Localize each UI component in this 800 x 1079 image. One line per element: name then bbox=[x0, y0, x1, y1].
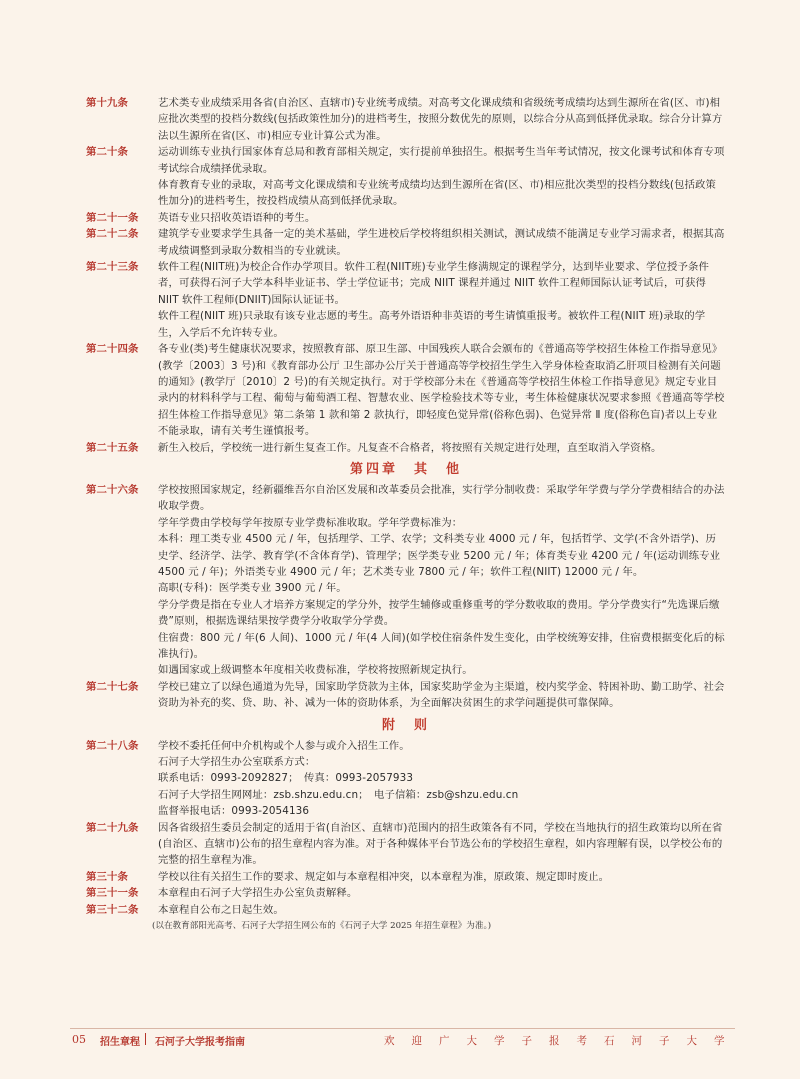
article-row bbox=[86, 482, 726, 679]
article-body bbox=[158, 341, 726, 439]
article-row bbox=[86, 440, 726, 456]
contact-web-email: 石河子大学招生网网址：zsb.shzu.edu.cn； 电子信箱：zsb@shzu.edu.cn bbox=[158, 788, 519, 801]
article-paragraph: 学校不委托任何中介机构或个人参与或介入招生工作。 bbox=[158, 739, 410, 752]
article-body bbox=[158, 869, 726, 885]
footer-slogan: 欢迎广大学子报考石河子大学 bbox=[384, 1035, 742, 1047]
footer-divider bbox=[70, 1028, 735, 1029]
page-footer bbox=[0, 1020, 800, 1048]
articles-section-b bbox=[86, 482, 726, 712]
article-row bbox=[86, 226, 726, 259]
article-label: 第二十七条 bbox=[86, 680, 139, 693]
article-paragraph: 软件工程(NIIT班)为校企合作办学项目。软件工程(NIIT班)专业学生修满规定的课程学分，达到毕业要求、学位授予条件者，可获得石河子大学本科毕业证书、学士学位证书；完成 NIIT 课程并通过 NIIT 软件工程师国际认证考试后，可获得 NIIT 软件工程师(DNIIT)国际认证证书。 bbox=[158, 261, 709, 306]
article-body bbox=[158, 482, 726, 679]
source-note: (以在教育部阳光高考、石河子大学招生网公布的《石河子大学 2025 年招生章程》为准。) bbox=[152, 921, 492, 932]
articles-section-a bbox=[86, 95, 726, 456]
article-label: 第二十五条 bbox=[86, 441, 139, 454]
article-paragraph: 软件工程(NIIT 班)只录取有该专业志愿的考生。高考外语语种非英语的考生请慎重报考。被软件工程(NIIT 班)录取的学生，入学后不允许转专业。 bbox=[158, 310, 706, 339]
contact-hotline: 监督举报电话：0993-2054136 bbox=[158, 805, 310, 818]
articles-section-c bbox=[86, 820, 726, 918]
article-row bbox=[86, 144, 726, 210]
article-label: 第三十条 bbox=[86, 870, 128, 883]
article-body bbox=[158, 440, 726, 456]
article-body bbox=[158, 679, 726, 712]
article-row bbox=[86, 210, 726, 226]
article-label: 第二十三条 bbox=[86, 261, 139, 274]
article-row bbox=[86, 902, 726, 918]
footer-guide-title: 石河子大学报考指南 bbox=[155, 1037, 245, 1048]
article-body bbox=[158, 885, 726, 901]
article-label: 第二十六条 bbox=[86, 483, 139, 496]
article-label: 第十九条 bbox=[86, 97, 128, 109]
article-row bbox=[86, 679, 726, 712]
article-label: 第三十一条 bbox=[86, 887, 139, 900]
article-body bbox=[158, 738, 726, 820]
chapter-4-heading: 第四章 其 他 bbox=[349, 461, 462, 477]
article-paragraph: 学年学费由学校每学年按原专业学费标准收取。学年学费标准为： bbox=[158, 516, 463, 529]
article-paragraph: 建筑学专业要求学生具备一定的美术基础，学生进校后学校将组织相关测试，测试成绩不能满足专业学习需求者，根据其高考成绩调整到录取分数相当的专业就读。 bbox=[158, 228, 725, 257]
article-paragraph: 本科：理工类专业 4500 元 / 年，包括理学、工学、农学；文科类专业 4000 元 / 年，包括哲学、文学(不含外语学)、历史学、经济学、法学、教育学(不含体育学)、管理学；医学类专业 5200 元 / 年；体育类专业 4200 元 / 年(运动训练专业 4500 元 / 年)；外语类专业 4900 元 / 年；艺术类专业 7800 元 / 年；软件工程(NIIT) 12000 元 / 年。 bbox=[158, 533, 721, 578]
article-paragraph: 各专业(类)考生健康状况要求，按照教育部、原卫生部、中国残疾人联合会颁布的《普通高等学校招生体检工作指导意见》(教学〔2003〕3 号)和《教育部办公厅 卫生部办公厅关于普通高等学校招生学生入学身体检查取消乙肝项目检测有关问题的通知》(教学厅〔2010〕2 号)的有关规定执行。对于学校部分未在《普通高等学校招生体检工作指导意见》规定专业目录内的材料科学与工程、葡萄与葡萄酒工程、智慧农业、医学检验技术等专业，考生体检健康状况要求参照《普通高等学校招生体检工作指导意见》第二条第 1 款和第 2 款执行，即轻度色觉异常(俗称色弱)、色觉异常 Ⅱ 度(俗称色盲)者以上专业不能录取，请有关考生谨慎报考。 bbox=[158, 343, 725, 438]
article-paragraph: 学校按照国家规定，经新疆维吾尔自治区发展和改革委员会批准，实行学分制收费：采取学年学费与学分学费相结合的办法收取学费。 bbox=[158, 483, 725, 513]
article-paragraph: 运动训练专业执行国家体育总局和教育部相关规定，实行提前单独招生。根据考生当年考试情况，按文化课考试和体育专项考试综合成绩择优录取。 bbox=[158, 146, 725, 175]
article-body bbox=[158, 95, 726, 144]
article-paragraph: 英语专业只招收英语语种的考生。 bbox=[158, 211, 316, 224]
article-paragraph: 高职(专科)：医学类专业 3900 元 / 年。 bbox=[158, 582, 347, 595]
article-row bbox=[86, 341, 726, 439]
article-body bbox=[158, 820, 726, 869]
appendix-heading: 附 则 bbox=[381, 717, 430, 733]
article-body bbox=[158, 226, 726, 259]
contact-phone: 联系电话：0993-2092827； 传真：0993-2057933 bbox=[158, 772, 414, 785]
regulation-body bbox=[86, 95, 726, 933]
article-row bbox=[86, 885, 726, 901]
article-paragraph: 因各省级招生委员会制定的适用于省(自治区、直辖市)范围内的招生政策各有不同，学校在当地执行的招生政策均以所在省(自治区、直辖市)公布的招生章程内容为准。对于各种媒体平台节选公布的学校招生章程，如内容理解有误，以学校公布的完整的招生章程为准。 bbox=[158, 821, 723, 867]
article-paragraph: 学校已建立了以绿色通道为先导，国家助学贷款为主体，国家奖助学金为主渠道，校内奖学金、特困补助、勤工助学、社会资助为补充的奖、贷、助、补、减为一体的资助体系，为全面解决贫困生的求学问题提供可靠保障。 bbox=[158, 680, 725, 710]
article-row bbox=[86, 259, 726, 341]
article-body bbox=[158, 259, 726, 341]
article-body bbox=[158, 210, 726, 226]
article-label: 第二十二条 bbox=[86, 228, 139, 241]
footer-tag: 招生章程 bbox=[100, 1037, 140, 1048]
article-paragraph: 本章程由石河子大学招生办公室负责解释。 bbox=[158, 887, 358, 900]
article-paragraph: 本章程自公布之日起生效。 bbox=[158, 903, 284, 916]
article-row bbox=[86, 95, 726, 144]
article-paragraph: 住宿费：800 元 / 年(6 人间)、1000 元 / 年(4 人间)(如学校住宿条件发生变化，由学校统筹安排，住宿费根据变化后的标准执行)。 bbox=[158, 631, 725, 660]
article-paragraph: 艺术类专业成绩采用各省(自治区、直辖市)专业统考成绩。对高考文化课成绩和省级统考成绩均达到生源所在省(区、市)相应批次类型的投档分数线(包括政策性加分)的进档考生，按照分数优先的原则，以综合分从高到低择优录取。综合分计算方法以生源所在省(区、市)相应专业计算公式为准。 bbox=[158, 97, 723, 142]
article-paragraph: 学分学费是指在专业人才培养方案规定的学分外，按学生辅修或重修重考的学分数收取的费用。学分学费实行“先选课后缴费”原则，根据选课结果按学费学分收取学分学费。 bbox=[158, 598, 720, 628]
article-body bbox=[158, 144, 726, 210]
article-row bbox=[86, 869, 726, 885]
article-paragraph: 新生入校后，学校统一进行新生复查工作。凡复查不合格者，将按照有关规定进行处理，直至取消入学资格。 bbox=[158, 441, 662, 454]
article-paragraph: 学校以往有关招生工作的要求、规定如与本章程相冲突，以本章程为准，原政策、规定即时废止。 bbox=[158, 870, 610, 883]
article-label: 第二十一条 bbox=[86, 211, 139, 224]
article-row bbox=[86, 738, 726, 820]
article-paragraph: 体育教育专业的录取，对高考文化课成绩和专业统考成绩均达到生源所在省(区、市)相应批次类型的投档分数线(包括政策性加分)的进档考生，按投档成绩从高到低择优录取。 bbox=[158, 179, 716, 208]
article-label: 第二十四条 bbox=[86, 343, 139, 356]
article-label: 第二十九条 bbox=[86, 821, 139, 834]
article-row bbox=[86, 820, 726, 869]
article-label: 第二十八条 bbox=[86, 739, 139, 752]
article-label: 第二十条 bbox=[86, 146, 128, 159]
page-number: 05 bbox=[72, 1033, 86, 1046]
contact-title: 石河子大学招生办公室联系方式： bbox=[158, 756, 316, 769]
article-body bbox=[158, 902, 726, 918]
article-paragraph: 如遇国家或上级调整本年度相关收费标准，学校将按照新规定执行。 bbox=[158, 664, 473, 677]
article-label: 第三十二条 bbox=[86, 903, 139, 916]
footer-separator bbox=[145, 1033, 146, 1045]
